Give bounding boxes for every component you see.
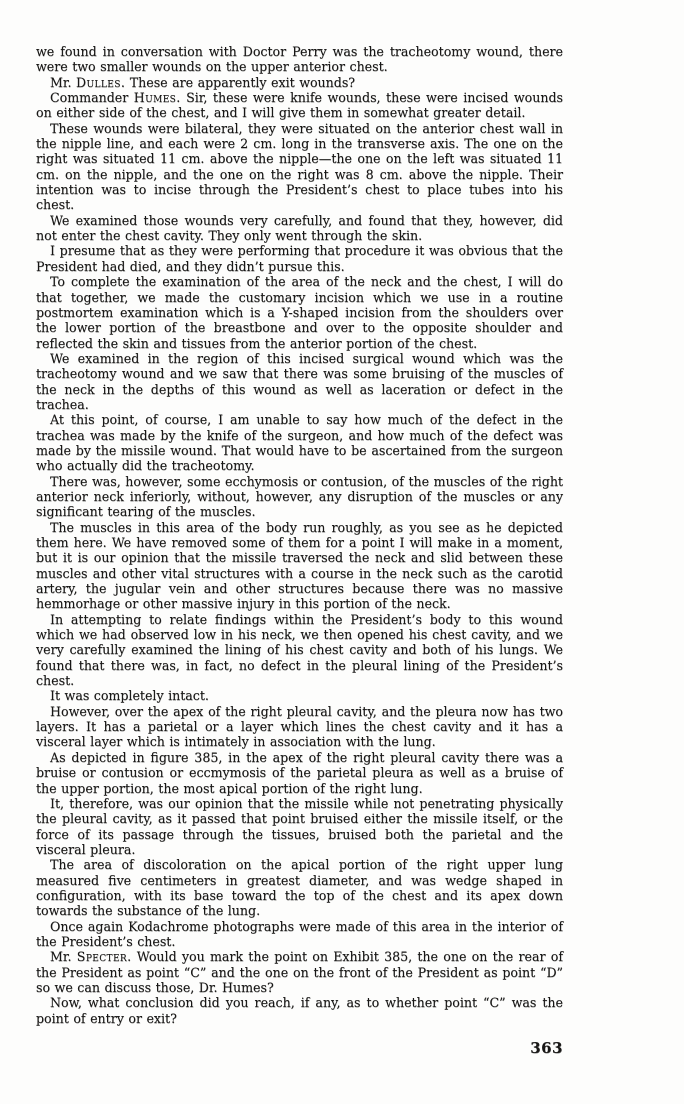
paragraph: [36, 90, 563, 121]
paragraph-text: To complete the examination of the area of the neck and the chest, I will do that together, we made the customary incision which we use in a routine postmortem examination which is a Y-shaped incision from the shoulders over the lower portion of the breastbone and over to the opposite shoulder and reflected the skin and tissues from the anterior portion of the chest.: [36, 274, 563, 351]
paragraph: [36, 995, 563, 1026]
speaker-prefix: Commander: [50, 90, 134, 106]
paragraph: [36, 44, 563, 75]
paragraph-text: We examined those wounds very carefully, and found that they, however, did not enter the chest cavity. They only went through the skin.: [36, 212, 563, 244]
speaker-prefix: Mr.: [50, 74, 77, 90]
paragraph-text: The area of discoloration on the apical portion of the right upper lung measured five centimeters in greatest diameter, and was wedge shaped in configuration, with its base toward the top of the chest and its apex down towards the substance of the lung.: [36, 857, 563, 919]
paragraph-text: However, over the apex of the right pleural cavity, and the pleura now has two layers. It has a parietal or a layer which lines the chest cavity and it has a visceral layer which is intimately in association with the lung.: [36, 703, 563, 750]
paragraph-text: There was, however, some ecchymosis or contusion, of the muscles of the right anterior neck inferiorly, without, however, any disruption of the muscles or any significant tearing of the muscles.: [36, 473, 563, 520]
paragraph: [36, 213, 563, 244]
paragraph: [36, 351, 563, 412]
paragraph-text: It was completely intact.: [50, 688, 209, 704]
paragraph-text: Sir, these were knife wounds, these were incised wounds on either side of the chest, and I will give them in somewhat greater detail.: [36, 90, 563, 121]
paragraph: [36, 949, 563, 995]
paragraph: [36, 412, 563, 473]
paragraph-text: The muscles in this area of the body run roughly, as you see as he depicted them here. We have removed some of them for a point I will make in a moment, but it is our opinion that the missile traversed the neck and slid between these muscles and other vital structures with a course in the neck such as the carotid artery, the jugular vein and other structures because there was no massive hemmorhage or other massive injury in this portion of the neck.: [36, 519, 563, 612]
body-text: [36, 44, 563, 1057]
paragraph-text: These wounds were bilateral, they were situated on the anterior chest wall in the nipple line, and each were 2 cm. long in the transverse axis. The one on the right was situated 11 cm. above the nipple—the one on the left was situated 11 cm. on the nipple, and the one on the right was 8 cm. above the nipple. Their intention was to incise through the President’s chest to place tubes into his chest.: [36, 120, 563, 213]
paragraph: [36, 75, 563, 90]
paragraph-text: I presume that as they were performing that procedure it was obvious that the President had died, and they didn’t pursue this.: [36, 243, 563, 274]
paragraph-text: We examined in the region of this incised surgical wound which was the tracheotomy wound and we saw that there was some bruising of the muscles of the neck in the depths of this wound as well as laceration or defect in the trachea.: [36, 350, 563, 412]
paragraph: [36, 520, 563, 612]
paragraph: [36, 919, 563, 950]
paragraph: [36, 274, 563, 351]
paragraph-text: These are apparently exit wounds?: [129, 74, 356, 90]
paragraph-text: It, therefore, was our opinion that the missile while not penetrating physically the pleural cavity, as it passed that point bruised either the missile itself, or the force of its passage through the tissues, bruised both the parietal and the visceral pleura.: [36, 795, 563, 857]
speaker-name: Specter.: [76, 949, 132, 965]
paragraph: [36, 612, 563, 689]
paragraph-text: In attempting to relate findings within the President’s body to this wound which we had observed low in his neck, we then opened his chest cavity, and we very carefully examined the lining of his chest cavity and both of his lungs. We found that there was, in fact, no defect in the pleural lining of the President’s chest.: [36, 611, 563, 689]
paragraph: [36, 857, 563, 918]
paragraph: [36, 474, 563, 520]
paragraph-text: we found in conversation with Doctor Perry was the tracheotomy wound, there were two smaller wounds on the upper anterior chest.: [36, 44, 563, 75]
paragraph: [36, 796, 563, 857]
speaker-prefix: Mr.: [50, 949, 77, 965]
page-number: 363: [530, 1039, 563, 1057]
paragraph: [36, 750, 563, 796]
paragraph-text: Now, what conclusion did you reach, if any, as to whether point “C” was the point of entry or exit?: [36, 995, 563, 1026]
paragraph: [36, 704, 563, 750]
paragraph-text: Once again Kodachrome photographs were made of this area in the interior of the President’s chest.: [36, 918, 563, 949]
paragraph: [36, 243, 563, 274]
paragraph-text: At this point, of course, I am unable to say how much of the defect in the trachea was made by the knife of the surgeon, and how much of the defect was made by the missile wound. That would have to be ascertained from the surgeon who actually did the tracheotomy.: [36, 412, 563, 474]
paragraph: [36, 121, 563, 213]
speaker-name: Humes.: [133, 90, 181, 106]
paragraph: [36, 688, 563, 703]
paragraph-text: As depicted in figure 385, in the apex of the right pleural cavity there was a bruise or contusion or eccmymosis of the parietal pleura as well as a bruise of the upper portion, the most apical portion of the right lung.: [36, 749, 563, 796]
paragraph-text: Would you mark the point on Exhibit 385, the one on the rear of the President as point “C” and the one on the front of the President as point “D” so we can discuss those, Dr. Humes?: [36, 949, 563, 995]
speaker-name: Dulles.: [76, 74, 126, 90]
